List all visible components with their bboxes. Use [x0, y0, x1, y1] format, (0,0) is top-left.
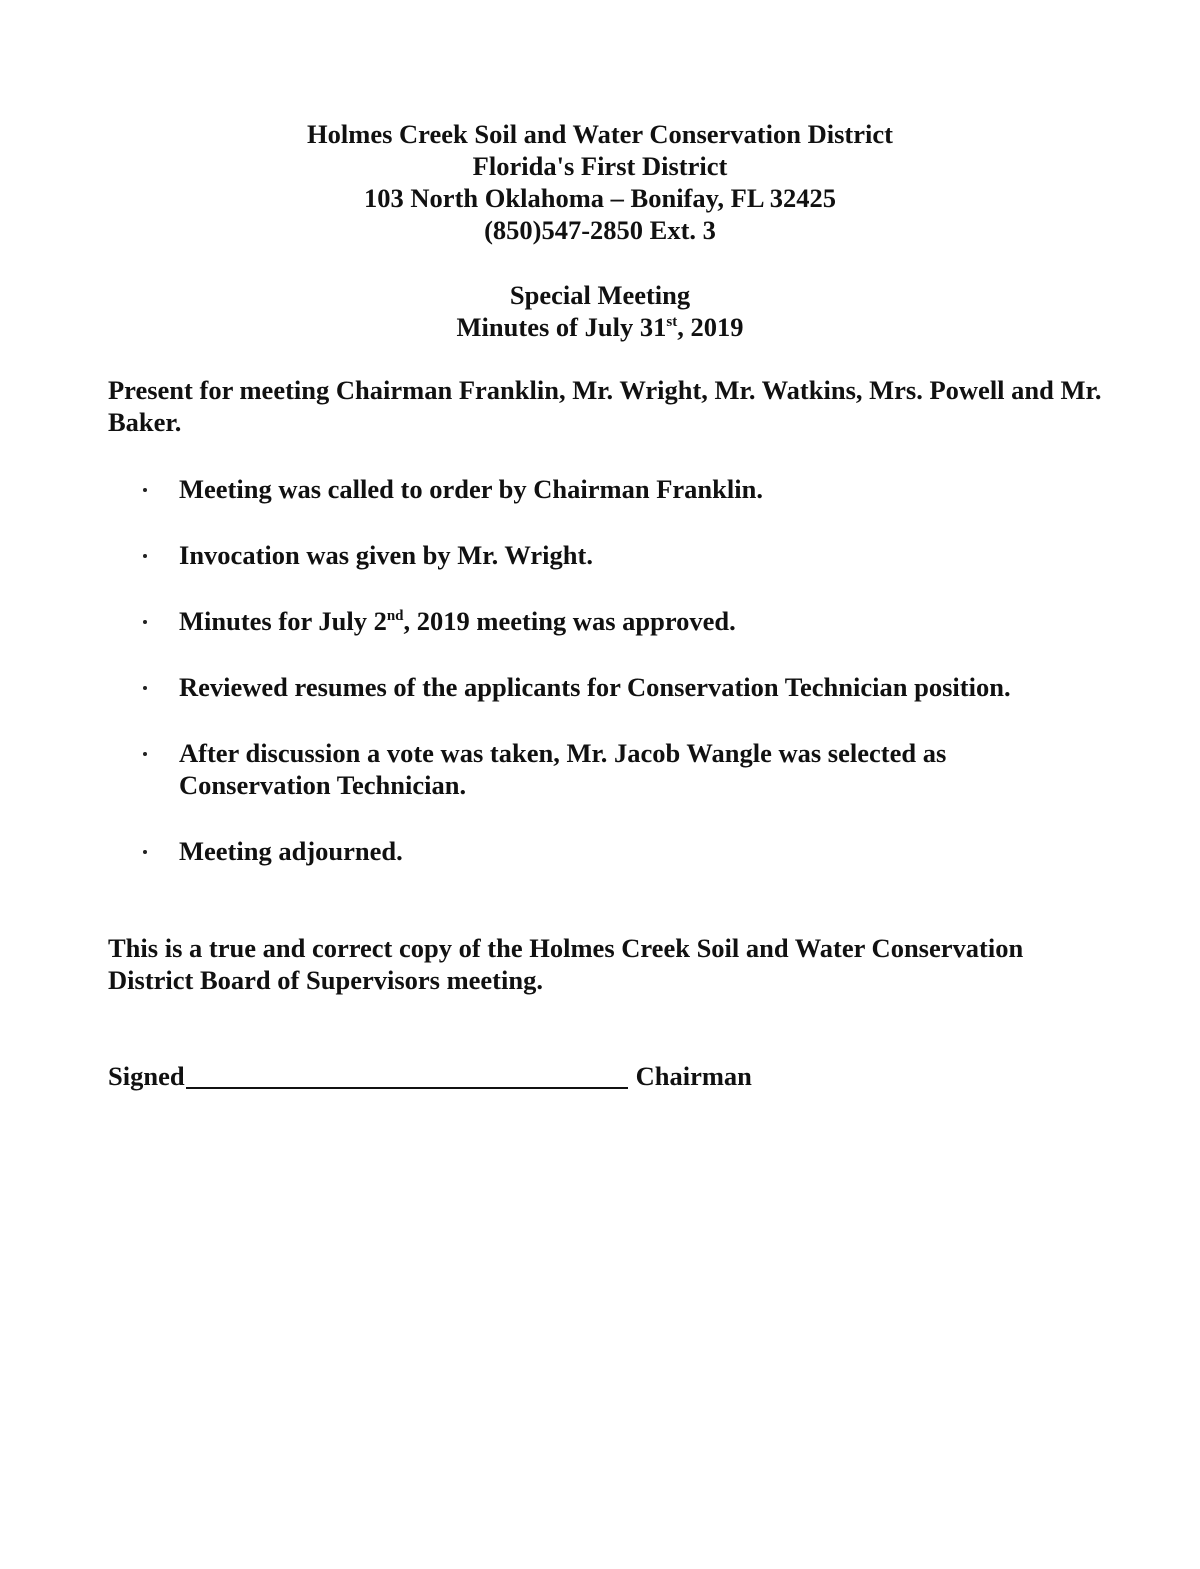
certification-statement: This is a true and correct copy of the Holmes Creek Soil and Water Conservation District Board of Supervisors meeting. [108, 933, 1024, 995]
meeting-date-prefix: Minutes of July 31 [456, 312, 667, 342]
list-item [140, 671, 1059, 703]
letterhead [0, 118, 1200, 246]
list-item-text: Meeting was called to order by Chairman Franklin. [179, 474, 763, 504]
bullet-icon [143, 620, 147, 624]
organization-phone: (850)547-2850 Ext. 3 [484, 215, 716, 245]
meeting-type: Special Meeting [509, 280, 691, 310]
list-item-suffix: , 2019 meeting was approved. [403, 606, 736, 636]
signature-block [108, 1060, 752, 1092]
list-item [140, 835, 1059, 867]
organization-subtitle: Florida's First District [472, 151, 728, 181]
list-item [140, 473, 1059, 505]
list-item-text: Invocation was given by Mr. Wright. [179, 540, 593, 570]
list-item-ordinal: nd [386, 608, 404, 624]
meeting-date [0, 311, 1200, 343]
organization-address: 103 North Oklahoma – Bonifay, FL 32425 [364, 183, 836, 213]
list-item [140, 605, 1059, 637]
bullet-icon [143, 752, 147, 756]
meeting-heading [0, 279, 1200, 343]
list-item [140, 737, 1059, 801]
agenda-list [140, 473, 1059, 901]
meeting-date-suffix: , 2019 [677, 312, 744, 342]
signature-line [186, 1087, 628, 1089]
list-item-text: Meeting adjourned. [179, 836, 403, 866]
signature-title: Chairman [635, 1061, 752, 1091]
bullet-icon [143, 850, 147, 854]
signature-label: Signed [108, 1061, 185, 1091]
bullet-icon [143, 686, 147, 690]
attendance-paragraph: Present for meeting Chairman Franklin, Mr. Wright, Mr. Watkins, Mrs. Powell and Mr. Baker. [108, 375, 1102, 437]
list-item-prefix: Minutes for July 2 [179, 606, 387, 636]
meeting-date-ordinal: st [666, 314, 678, 330]
list-item [140, 539, 1059, 571]
organization-name: Holmes Creek Soil and Water Conservation District [307, 119, 893, 149]
list-item-text: After discussion a vote was taken, Mr. Jacob Wangle was selected as Conservation Technician. [179, 738, 947, 800]
list-item-text: Reviewed resumes of the applicants for Conservation Technician position. [179, 672, 1011, 702]
bullet-icon [143, 488, 147, 492]
bullet-icon [143, 554, 147, 558]
